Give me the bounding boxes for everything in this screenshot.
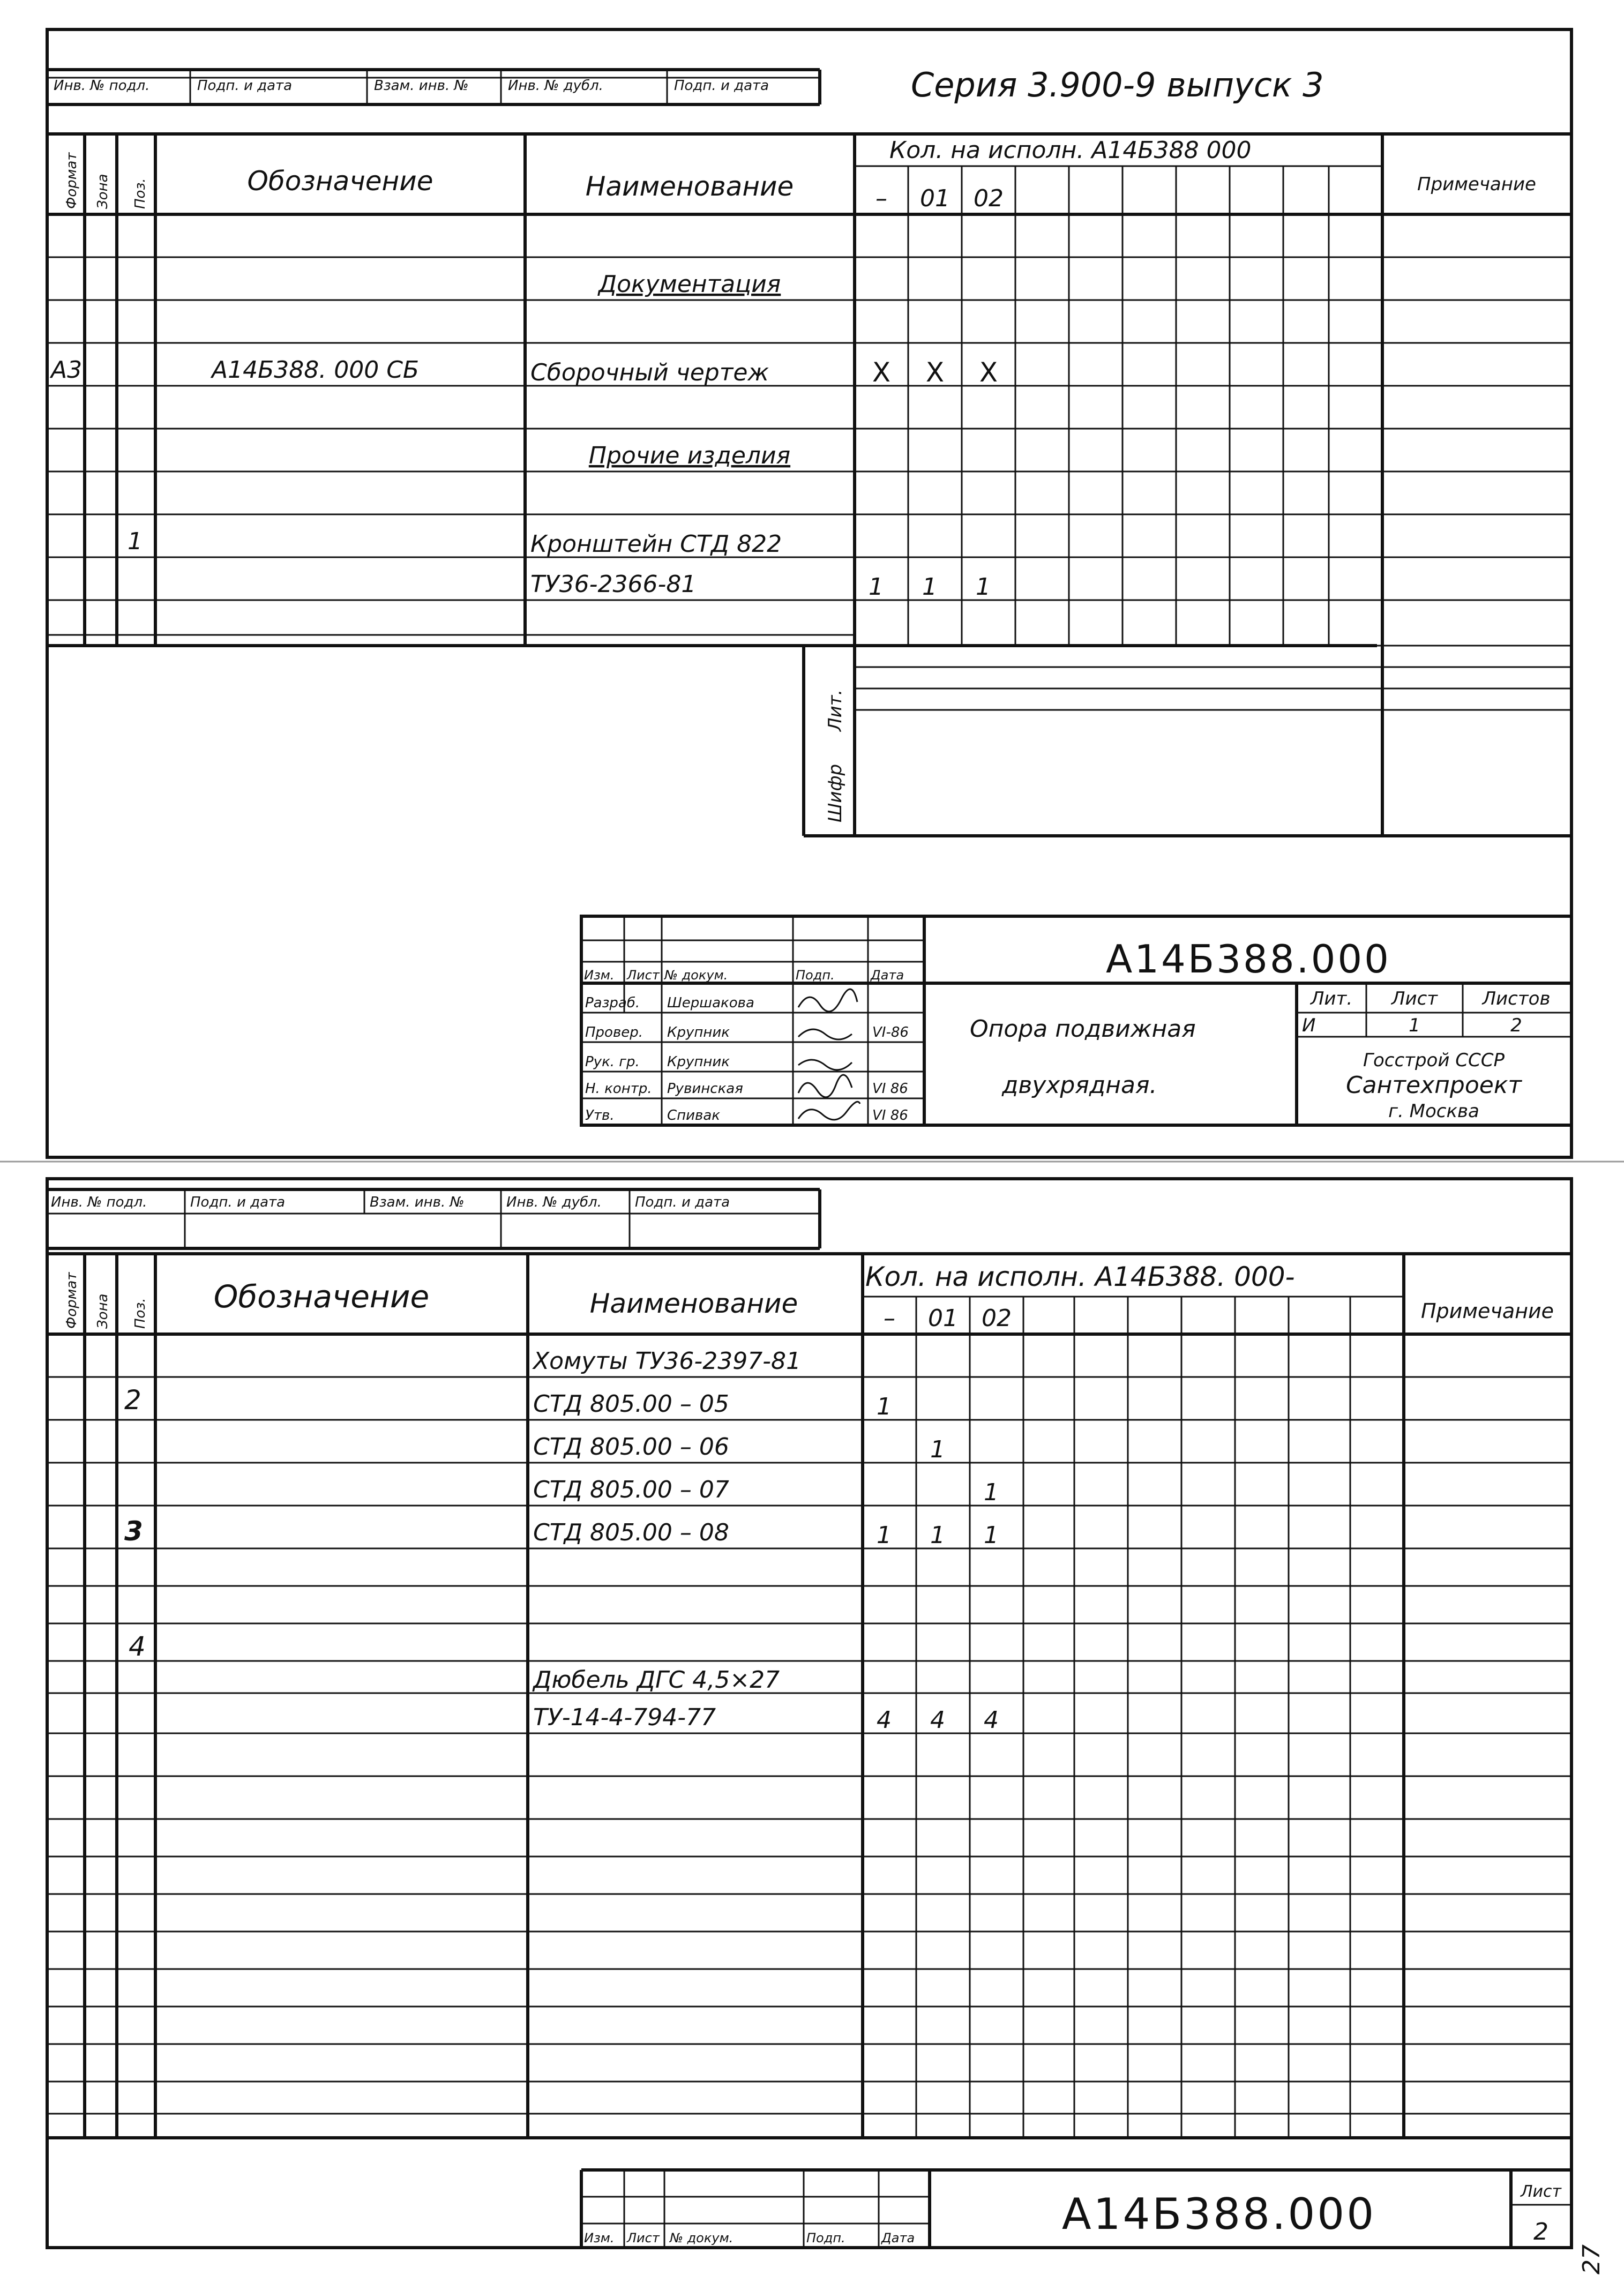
row-name: ТУ36-2366-81 [530,571,697,598]
margin-number: 27 [1578,2244,1605,2274]
tb-person: Шершакова [667,995,754,1011]
document-code: А14Б388.000 [1105,937,1391,982]
approval-strip-1 [47,70,820,104]
tb-col-label: № докум. [664,968,728,983]
row-qty: 1 [976,573,991,601]
row-name: Сборочный чертеж [530,359,769,386]
tb-person: Крупник [667,1054,730,1070]
tb-sheet-value: 2 [1533,2218,1548,2245]
approval-label: Взам. инв. № [374,78,469,94]
product-name-line2: двухрядная. [1002,1072,1157,1099]
approval-label: Подп. и дата [635,1194,730,1210]
row-pos: 1 [128,528,143,555]
header-designation: Обозначение [213,1278,430,1315]
approval-label: Инв. № подл. [54,78,150,94]
row-qty: 1 [930,1522,945,1549]
approval-strip-2 [47,1189,820,1248]
approval-label: Подп. и дата [190,1194,286,1210]
tb-sheets-header: Листов [1482,988,1551,1009]
approval-label: Подп. и дата [197,78,293,94]
tb-person: Рувинская [667,1081,743,1097]
tb-date: VI-86 [872,1024,909,1041]
row-name: ТУ-14-4-794-77 [533,1704,716,1731]
tb-col-label: Дата [871,968,904,983]
approval-label: Инв. № дубл. [506,1194,602,1210]
org-line3: г. Москва [1388,1101,1479,1122]
signature-mark [798,1102,860,1120]
sheet-2-frame [47,1179,1571,2248]
signature-mark [798,1029,852,1039]
cipher-label: Шифр [825,764,846,822]
header-name: Наименование [589,1288,798,1319]
header-variant: 02 [982,1305,1012,1332]
row-qty: 1 [877,1393,892,1420]
row-qty: X [925,357,945,388]
row-name: Дюбель ДГС 4,5×27 [533,1666,780,1694]
row-format: А3 [51,356,83,384]
row-qty: 4 [984,1706,999,1734]
header-variant: 01 [928,1305,958,1332]
approval-label: Подп. и дата [674,78,769,94]
tb-role: Н. контр. [585,1081,652,1097]
org-line2: Сантехпроект [1345,1072,1522,1099]
row-name: СТД 805.00 – 08 [533,1519,729,1546]
tb-role: Рук. гр. [585,1054,640,1070]
tb-date: VI 86 [872,1107,908,1124]
row-qty: 1 [984,1522,999,1549]
signature-mark [798,1060,852,1070]
header-variant: 01 [920,185,950,212]
header-format: Формат [64,152,80,209]
header-name: Наименование [585,171,794,202]
approval-label: Инв. № дубл. [508,78,603,94]
tb-col-label: Подп. [796,968,835,983]
row-qty: 1 [930,1436,945,1463]
title-block-2 [581,2170,1571,2248]
sheet-1 [47,29,1571,1157]
tb-person: Спивак [667,1107,721,1124]
header-qty-title: Кол. на исполн. А14Б388 000 [889,137,1252,164]
row-qty: 1 [869,573,884,601]
header-variant: 02 [974,185,1004,212]
header-variant: – [884,1305,895,1332]
row-qty: X [979,357,998,388]
spec-table-2 [47,1254,1571,2138]
tb-col-label: Лист [627,2230,660,2245]
spec-table-1 [47,134,1571,836]
series-title: Серия 3.900-9 выпуск 3 [911,65,1324,104]
tb-sheet-value: 1 [1409,1015,1420,1036]
row-qty: 1 [922,573,937,601]
row-name: СТД 805.00 – 07 [533,1476,729,1503]
row-name: Хомуты ТУ36-2397-81 [533,1348,802,1375]
sheet-2 [47,1179,1571,2248]
tb-role: Провер. [585,1024,643,1041]
tb-col-label: Подп. [806,2230,845,2245]
tb-col-label: Изм. [584,2230,615,2245]
row-pos: 2 [124,1384,141,1416]
row-pos: 4 [129,1631,146,1662]
header-pos: Поз. [132,1298,148,1329]
row-pos: 3 [124,1516,143,1547]
signature-mark [798,989,857,1012]
tb-role: Утв. [585,1107,615,1124]
row-qty: 4 [930,1706,945,1734]
tb-sheet-header: Лист [1391,988,1438,1009]
approval-label: Инв. № подл. [51,1194,147,1210]
section-other-items: Прочие изделия [588,442,791,469]
lit-label: Лит. [825,689,846,731]
row-name: Кронштейн СТД 822 [530,530,782,558]
row-qty: X [872,357,891,388]
row-designation: А14Б388. 000 СБ [212,356,420,384]
row-qty: 1 [984,1479,999,1506]
signature-mark [798,1075,852,1097]
row-name: СТД 805.00 – 06 [533,1433,729,1461]
header-note: Примечание [1417,174,1536,195]
tb-sheet-header: Лист [1520,2182,1562,2201]
tb-col-label: № докум. [670,2230,734,2245]
title-block-1 [581,916,1571,1125]
tb-col-label: Лист [627,968,660,983]
row-qty: 1 [877,1522,892,1549]
header-note: Примечание [1420,1299,1554,1323]
row-name: СТД 805.00 – 05 [533,1390,729,1418]
approval-label: Взам. инв. № [370,1194,465,1210]
tb-sheets-value: 2 [1510,1015,1522,1036]
tb-lit-value: И [1302,1015,1316,1036]
header-variant: – [875,185,887,212]
header-zone: Зона [95,1293,111,1329]
document-code: А14Б388.000 [1061,2189,1376,2239]
tb-lit-header: Лит. [1310,988,1353,1009]
product-name-line1: Опора подвижная [970,1015,1196,1043]
tb-col-label: Изм. [584,968,615,983]
tb-col-label: Дата [881,2230,915,2245]
header-qty-title: Кол. на исполн. А14Б388. 000- [865,1261,1295,1292]
row-qty: 4 [877,1706,892,1734]
header-pos: Поз. [132,178,148,209]
tb-role: Разраб. [585,995,640,1011]
header-format: Формат [64,1272,80,1329]
org-line1: Госстрой СССР [1363,1050,1505,1071]
section-documentation: Документация [598,271,781,298]
tb-person: Крупник [667,1024,730,1041]
header-zone: Зона [95,174,111,209]
tb-date: VI 86 [872,1081,908,1097]
header-designation: Обозначение [247,166,433,197]
